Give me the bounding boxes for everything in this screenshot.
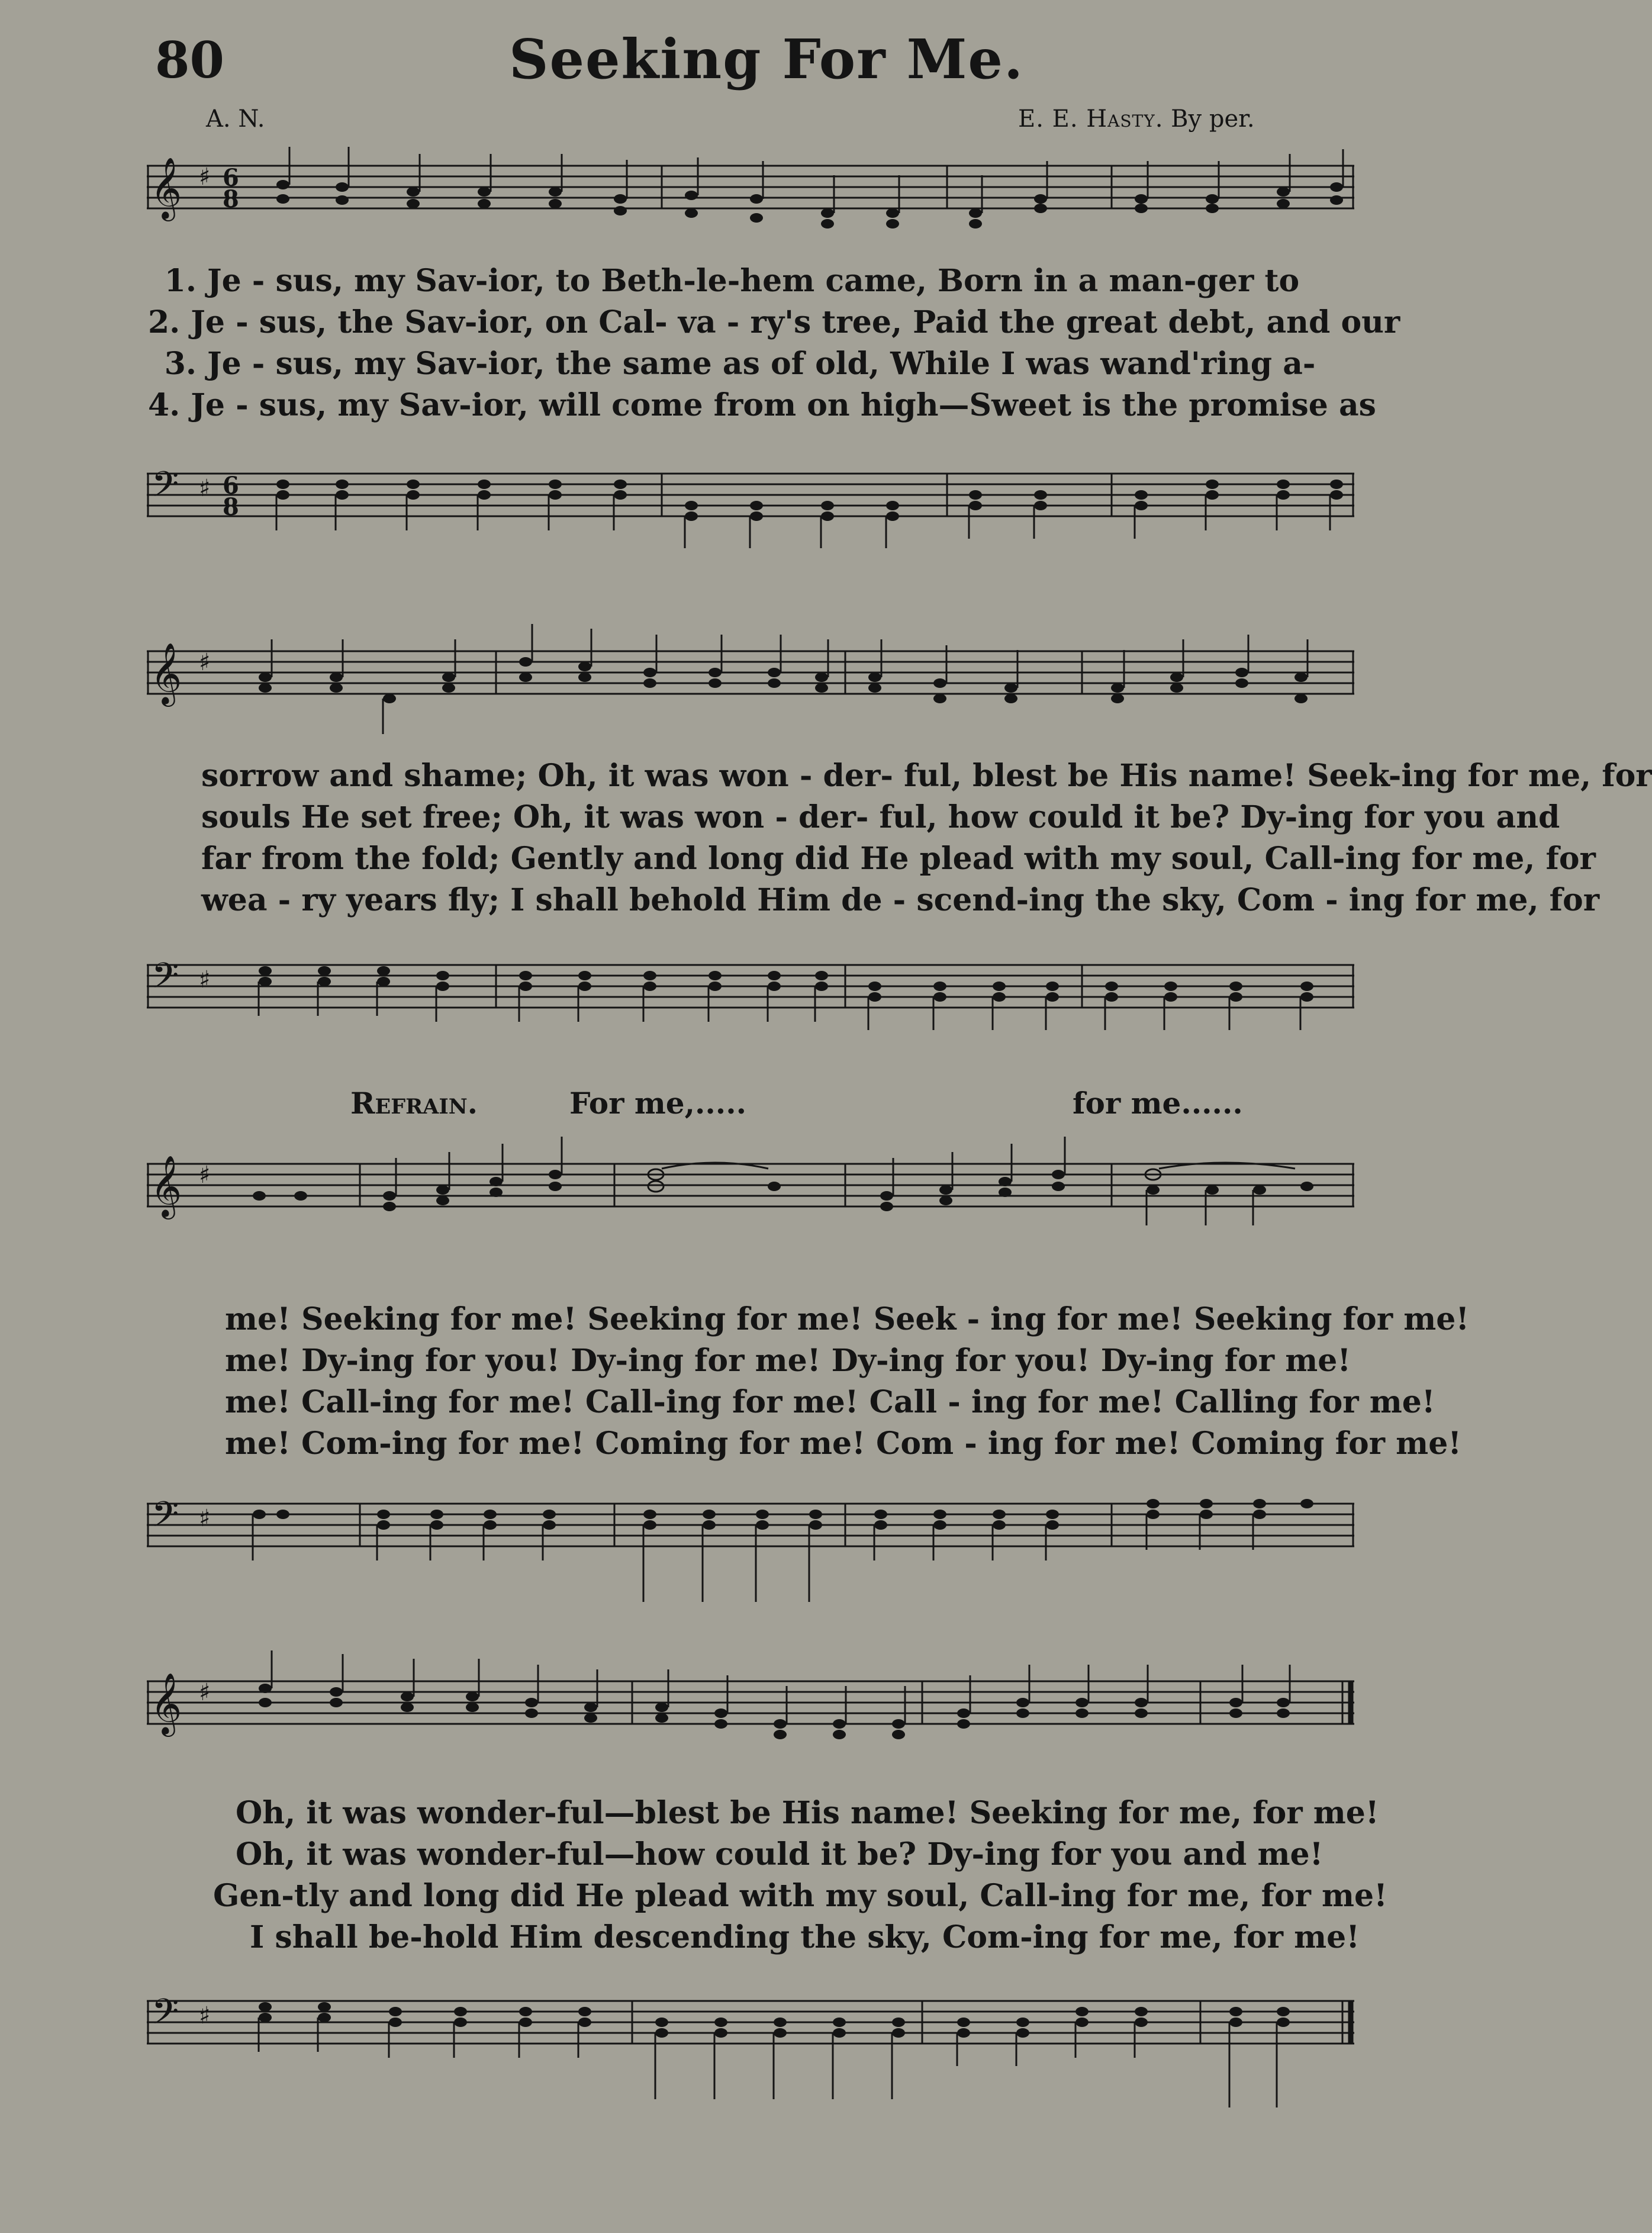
refrain-cue: for me...... [1073,1086,1243,1121]
system-2-lyrics [201,755,1652,921]
svg-text:𝄞: 𝄞 [150,1672,182,1735]
author: A. N. [206,105,265,133]
lyric-line: me! Com-ing for me! Coming for me! Com - ing for me! Coming for me! [225,1426,1462,1462]
svg-text:𝄞: 𝄞 [150,157,182,219]
lyric-line: souls He set free; Oh, it was won - der- ful, how could it be? Dy-ing for you and [201,799,1560,835]
verse-number: 1. [164,263,197,299]
system-3-bass-staff [147,1462,1355,1616]
svg-text:♯: ♯ [199,966,211,993]
composer-permission: By per. [1171,105,1255,133]
lyric-text: Je - sus, my Sav-ior, to Beth-le-hem came, Born in a man-ger to [207,263,1300,299]
lyric-line: me! Call-ing for me! Call-ing for me! Call - ing for me! Calling for me! [225,1384,1435,1420]
system-4-treble-staff [147,1646,1355,1782]
svg-text:6: 6 [223,472,239,500]
svg-text:𝄞: 𝄞 [150,642,182,704]
composer-name: E. E. Hasty. [1018,105,1164,133]
svg-text:♯: ♯ [199,1679,211,1706]
svg-text:♯: ♯ [199,475,211,502]
lyric-text: Je - sus, my Sav-ior, will come from on high—Sweet is the promise as [191,387,1376,423]
lyric-line [148,302,1400,343]
svg-text:𝄢: 𝄢 [152,464,179,513]
svg-text:♯: ♯ [199,2002,211,2029]
composer [1018,105,1255,133]
system-3-treble-staff [147,1125,1355,1261]
verse-number: 2. [148,304,181,340]
svg-text:6: 6 [223,164,239,192]
page-number: 80 [155,31,224,89]
lyric-line: sorrow and shame; Oh, it was won - der- ful, blest be His name! Seek-ing for me, for [201,758,1652,794]
system-1-treble-staff [147,142,1355,243]
system-1-bass-staff [147,432,1355,551]
svg-text:♯: ♯ [199,1161,211,1189]
svg-text:𝄢: 𝄢 [152,1494,179,1543]
system-1-lyrics [148,260,1400,426]
lyric-line: me! Dy-ing for you! Dy-ing for me! Dy-ing for you! Dy-ing for me! [225,1343,1351,1379]
system-2-bass-staff [147,924,1355,1054]
verse-number: 4. [148,387,181,423]
svg-text:♯: ♯ [199,1505,211,1532]
system-4-lyrics [213,1793,1387,1958]
svg-text:𝄢: 𝄢 [152,1991,179,2041]
svg-text:𝄞: 𝄞 [150,1155,182,1217]
verse-number: 3. [164,346,197,382]
lyric-line: wea - ry years fly; I shall behold Him de - scend-ing the sky, Com - ing for me, for [201,882,1600,918]
lyric-text: Je - sus, the Sav-ior, on Cal- va - ry's tree, Paid the great debt, and our [191,304,1400,340]
lyric-line [148,343,1350,385]
svg-text:8: 8 [223,185,239,213]
lyric-line [148,260,1350,302]
lyric-text: Je - sus, my Sav-ior, the same as of old, While I was wand'ring a- [207,346,1316,382]
lyric-line: Oh, it was wonder-ful—how could it be? Dy-ing for you and me! [236,1836,1323,1872]
system-2-treble-staff [147,616,1355,746]
lyric-line [148,385,1376,426]
hymn-title: Seeking For Me. [509,27,1024,91]
lyric-line: far from the fold; Gently and long did He plead with my soul, Call-ing for me, for [201,841,1596,877]
system-4-bass-staff [147,1959,1355,2125]
lyric-line: I shall be-hold Him descending the sky, Com-ing for me, for me! [250,1919,1360,1955]
svg-text:𝄢: 𝄢 [152,955,179,1005]
svg-text:8: 8 [223,493,239,521]
lyric-line: Oh, it was wonder-ful—blest be His name! Seeking for me, for me! [236,1795,1379,1831]
refrain-cue: For me,..... [569,1086,747,1121]
svg-text:♯: ♯ [199,649,211,676]
lyric-line: Gen-tly and long did He plead with my soul, Call-ing for me, for me! [213,1878,1387,1914]
system-3-lyrics [225,1299,1470,1465]
svg-text:♯: ♯ [199,163,211,191]
lyric-line: me! Seeking for me! Seeking for me! Seek - ing for me! Seeking for me! [225,1301,1470,1337]
refrain-label: Refrain. [350,1086,478,1121]
